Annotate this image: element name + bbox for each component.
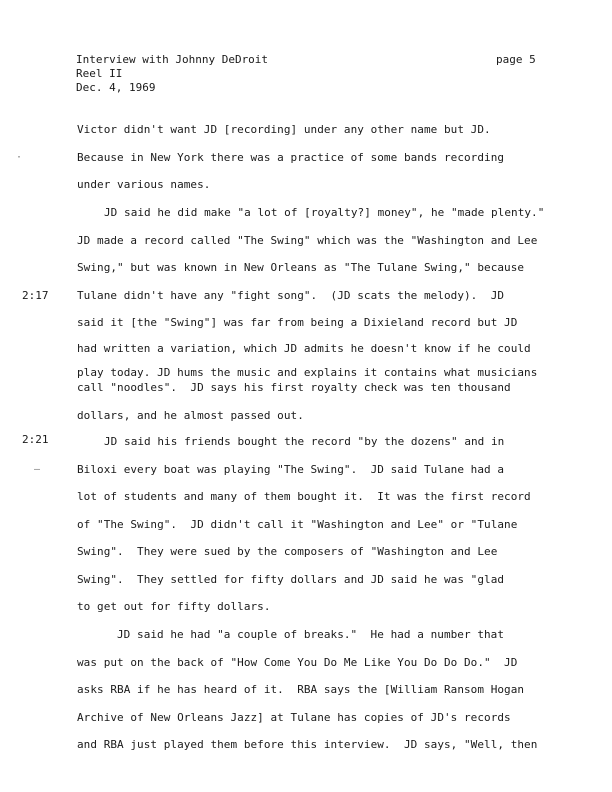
text-line-8: said it [the "Swing"] was far from being a Dixieland record but JD: [77, 316, 518, 329]
text-line-11: call "noodles". JD says his first royalty check was ten thousand: [77, 381, 511, 394]
text-line-4: JD said he did make "a lot of [royalty?] money", he "made plenty.": [104, 206, 545, 219]
text-line-16: of "The Swing". JD didn't call it "Washington and Lee" or "Tulane: [77, 518, 518, 531]
timestamp-2-17: 2:17: [22, 289, 49, 302]
margin-tick-mark: ·: [16, 152, 23, 163]
text-line-1: Victor didn't want JD [recording] under any other name but JD.: [77, 123, 491, 136]
page-number: page 5: [496, 53, 536, 66]
text-line-13: JD said his friends bought the record "by the dozens" and in: [104, 435, 505, 448]
text-line-9: had written a variation, which JD admits he doesn't know if he could: [77, 342, 531, 355]
text-line-15: lot of students and many of them bought it. It was the first record: [77, 490, 531, 503]
text-line-10: play today. JD hums the music and explains it contains what musicians: [77, 366, 538, 379]
text-line-24: and RBA just played them before this interview. JD says, "Well, then: [77, 738, 538, 751]
text-line-14: Biloxi every boat was playing "The Swing". JD said Tulane had a: [77, 463, 505, 476]
text-line-21: was put on the back of "How Come You Do Me Like You Do Do Do." JD: [77, 656, 518, 669]
text-line-12: dollars, and he almost passed out.: [77, 409, 304, 422]
text-line-18: Swing". They settled for fifty dollars and JD said he was "glad: [77, 573, 505, 586]
text-line-2: Because in New York there was a practice of some bands recording: [77, 151, 505, 164]
timestamp-2-21: 2:21: [22, 433, 49, 446]
header-reel: Reel II: [76, 67, 123, 80]
text-line-23: Archive of New Orleans Jazz] at Tulane has copies of JD's records: [77, 711, 511, 724]
text-line-7: Tulane didn't have any "fight song". (JD scats the melody). JD: [77, 289, 505, 302]
text-line-20: JD said he had "a couple of breaks." He had a number that: [117, 628, 505, 641]
text-line-19: to get out for fifty dollars.: [77, 600, 271, 613]
margin-dash-mark: –: [34, 464, 41, 475]
text-line-22: asks RBA if he has heard of it. RBA says the [William Ransom Hogan: [77, 683, 525, 696]
text-line-3: under various names.: [77, 178, 211, 191]
header-title: Interview with Johnny DeDroit: [76, 53, 269, 66]
text-line-5: JD made a record called "The Swing" which was the "Washington and Lee: [77, 234, 538, 247]
text-line-6: Swing," but was known in New Orleans as "The Tulane Swing," because: [77, 261, 525, 274]
header-date: Dec. 4, 1969: [76, 81, 156, 94]
text-line-17: Swing". They were sued by the composers of "Washington and Lee: [77, 545, 498, 558]
